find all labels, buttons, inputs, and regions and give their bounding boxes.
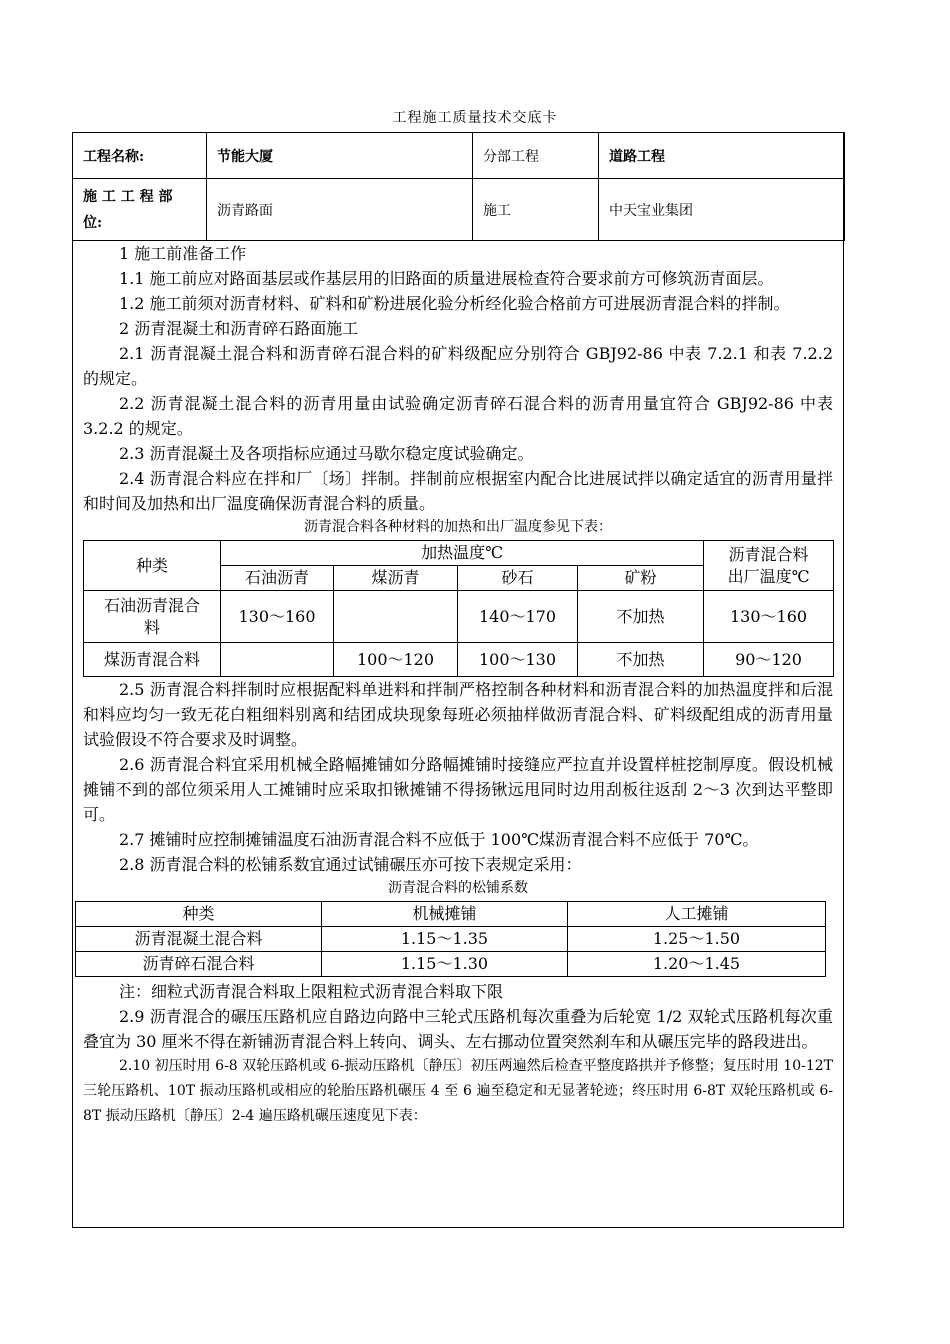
paragraph-2-9: 2.9 沥青混合的碾压压路机应自路边向路中三轮式压路机每次重叠为后轮宽 1/2 双轮式压路机每次重叠宜为 30 厘米不得在新铺沥青混合料上转向、调头、左右挪动位置突然刹车和从碾压完毕的路段进出。 xyxy=(83,1007,833,1051)
page-title: 工程施工质量技术交底卡 xyxy=(392,110,558,126)
t2-cell: 1.15～1.35 xyxy=(322,927,568,952)
header-table xyxy=(72,132,845,241)
t1-cell: 130～160 xyxy=(221,591,334,643)
table-2-note: 注：细粒式沥青混合料取上限粗粒式沥青混合料取下限 xyxy=(119,982,504,1001)
section-2-heading: 2 沥青混凝土和沥青碎石路面施工 xyxy=(119,319,359,338)
paragraph-2-6: 2.6 沥青混合料宜采用机械全路幅摊铺如分路幅摊铺时接缝应严拉直并设置样桩挖制厚度。假设机械摊铺不到的部位须采用人工摊铺时应采取扣锹摊铺不得扬锹远甩同时边用刮板往返刮 2～3 次到达平整即可。 xyxy=(83,755,833,824)
construction-value: 中天宝业集团 xyxy=(599,179,845,241)
t1-header-col: 砂石 xyxy=(458,566,578,591)
paragraph-2-3: 2.3 沥青混凝土及各项指标应通过马歇尔稳定度试验确定。 xyxy=(119,444,534,463)
project-name: 节能大厦 xyxy=(207,133,473,179)
paragraph-2-8: 2.8 沥青混合料的松铺系数宜通过试铺碾压亦可按下表规定采用： xyxy=(119,855,582,874)
t2-cell: 1.15～1.30 xyxy=(322,952,568,977)
t1-header-col: 石油沥青 xyxy=(221,566,334,591)
sub-project-label: 分部工程 xyxy=(473,133,599,179)
sub-project: 道路工程 xyxy=(599,133,845,179)
loose-coefficient-table xyxy=(75,901,826,977)
t1-header-out: 沥青混合料 出厂温度℃ xyxy=(704,541,834,591)
temperature-table xyxy=(83,540,834,677)
t1-cell: 100～130 xyxy=(458,643,578,677)
part-value: 沥青路面 xyxy=(207,179,473,241)
t2-header: 种类 xyxy=(76,902,322,927)
t1-header-type: 种类 xyxy=(84,541,221,591)
paragraph-2-7: 2.7 摊铺时应控制摊铺温度石油沥青混合料不应低于 100℃煤沥青混合料不应低于 70℃。 xyxy=(119,830,759,849)
table-1-caption: 沥青混合料各种材料的加热和出厂温度参见下表： xyxy=(304,519,612,535)
t1-row-name: 石油沥青混合 料 xyxy=(84,591,221,643)
t1-cell: 90～120 xyxy=(704,643,834,677)
content-body xyxy=(83,241,833,1129)
paragraph-1-2: 1.2 施工前须对沥青材料、矿料和矿粉进展化验分析经化验合格前方可进展沥青混合料的拌制。 xyxy=(119,294,790,313)
t2-header: 机械摊铺 xyxy=(322,902,568,927)
paragraph-2-10: 2.10 初压时用 6-8 双轮压路机或 6-振动压路机〔静压〕初压两遍然后检查平整度路拱并予修整；复压时用 10-12T 三轮压路机、10T 振动压路机或相应的轮胎压路机碾压 4 至 6 遍至稳定和无显著轮迹；终压时用 6-8T 双轮压路机或 6-8T 振动压路机〔静压〕2-4 遍压路机碾压速度见下表： xyxy=(83,1058,833,1124)
t1-cell xyxy=(334,591,458,643)
t1-cell: 不加热 xyxy=(578,591,704,643)
t2-cell: 沥青碎石混合料 xyxy=(76,952,322,977)
construction-label: 施工 xyxy=(473,179,599,241)
t2-cell: 1.20～1.45 xyxy=(568,952,826,977)
t2-cell: 沥青混凝土混合料 xyxy=(76,927,322,952)
t1-row-name: 煤沥青混合料 xyxy=(84,643,221,677)
t2-cell: 1.25～1.50 xyxy=(568,927,826,952)
paragraph-2-1: 2.1 沥青混凝土混合料和沥青碎石混合料的矿料级配应分别符合 GBJ92-86 中表 7.2.1 和表 7.2.2 的规定。 xyxy=(83,344,833,388)
t1-header-heat: 加热温度℃ xyxy=(221,541,704,566)
t2-header: 人工摊铺 xyxy=(568,902,826,927)
project-name-label: 工程名称: xyxy=(73,133,207,179)
paragraph-2-2: 2.2 沥青混凝土混合料的沥青用量由试验确定沥青碎石混合料的沥青用量宜符合 GBJ92-86 中表 3.2.2 的规定。 xyxy=(83,394,833,438)
t1-cell: 130～160 xyxy=(704,591,834,643)
paragraph-1-1: 1.1 施工前应对路面基层或作基层用的旧路面的质量进展检查符合要求前方可修筑沥青面层。 xyxy=(119,269,774,288)
t1-cell: 140～170 xyxy=(458,591,578,643)
t1-cell: 100～120 xyxy=(334,643,458,677)
t1-header-col: 煤沥青 xyxy=(334,566,458,591)
table-2-caption: 沥青混合料的松铺系数 xyxy=(388,880,528,896)
t1-cell: 不加热 xyxy=(578,643,704,677)
t1-header-col: 矿粉 xyxy=(578,566,704,591)
t1-cell xyxy=(221,643,334,677)
paragraph-2-4: 2.4 沥青混合料应在拌和厂〔场〕拌制。拌制前应根据室内配合比进展试拌以确定适宜的沥青用量拌和时间及加热和出厂温度确保沥青混合料的质量。 xyxy=(83,469,833,513)
paragraph-2-5: 2.5 沥青混合料拌制时应根据配料单进料和拌制严格控制各种材料和沥青混合料的加热温度拌和后混和料应均匀一致无花白粗细料别离和结团成块现象每班必须抽样做沥青混合料、矿料级配组成的沥青用量试验假设不符合要求及时调整。 xyxy=(83,680,833,749)
part-label: 施 工 工 程 部 位: xyxy=(73,179,207,241)
section-1-heading: 1 施工前准备工作 xyxy=(119,244,247,263)
